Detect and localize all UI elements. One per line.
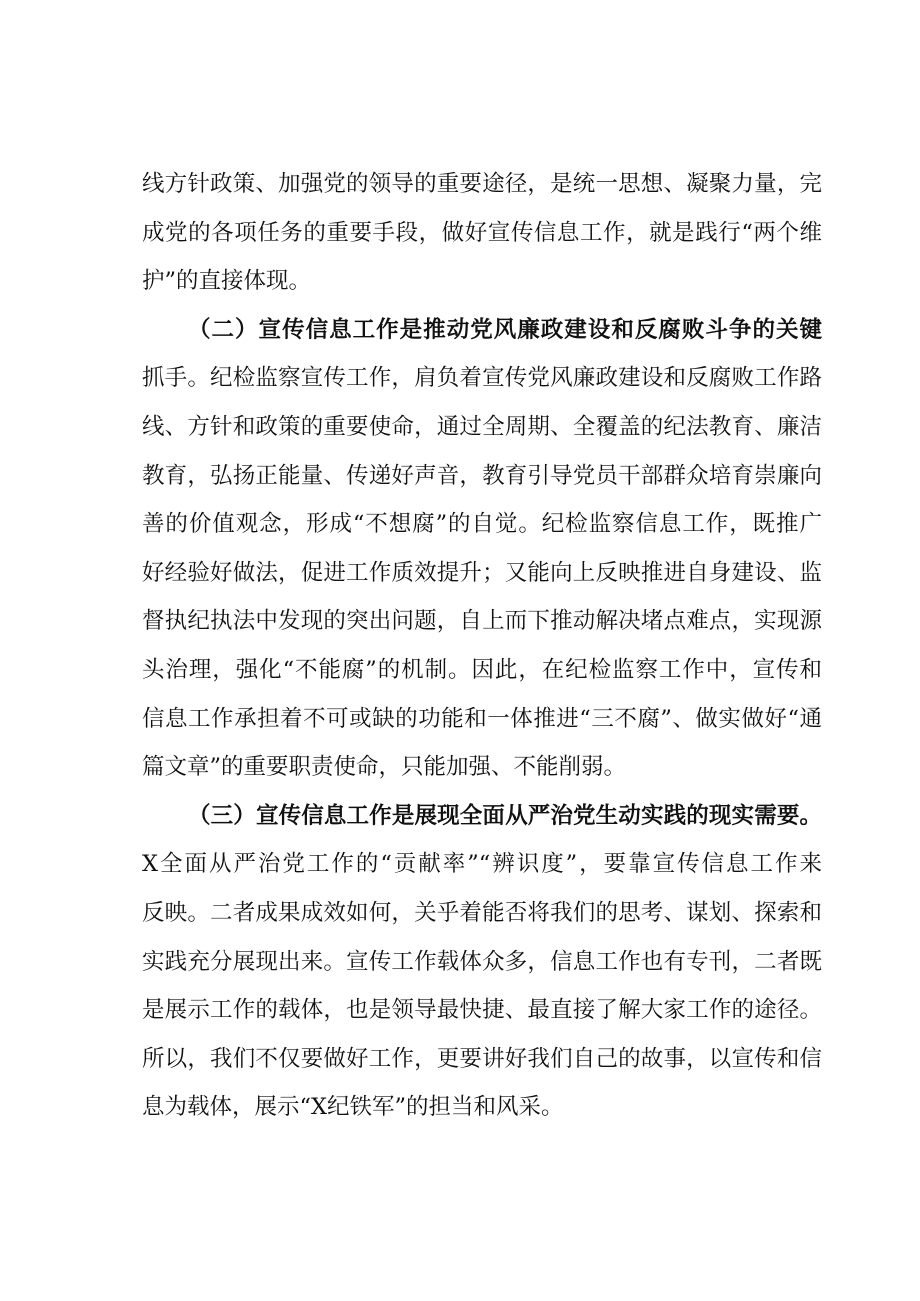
text-line: 线、方针和政策的重要使命，通过全周期、全覆盖的纪法教育、廉洁: [142, 413, 822, 440]
text-line: 抓手。纪检监察宣传工作，肩负着宣传党风廉政建设和反腐败工作路: [142, 365, 822, 392]
document-body: [142, 160, 822, 1132]
text-line: 头治理，强化“不能腐”的机制。因此，在纪检监察工作中，宣传和: [142, 656, 822, 683]
text-line: 是展示工作的载体，也是领导最快捷、最直接了解大家工作的途径。: [142, 997, 822, 1024]
paragraph-1: [142, 160, 822, 306]
text-line: 教育，弘扬正能量、传递好声音，教育引导党员干部群众培育崇廉向: [142, 462, 822, 489]
text-line: 好经验好做法，促进工作质效提升；又能向上反映推进自身建设、监: [142, 559, 822, 586]
text-line: 所以，我们不仅要做好工作，更要讲好我们自己的故事，以宣传和信: [142, 1045, 822, 1072]
text-line: 实践充分展现出来。宣传工作载体众多，信息工作也有专刊，二者既: [142, 948, 822, 975]
text-line: 息为载体，展示“X纪铁军”的担当和风采。: [142, 1094, 564, 1121]
paragraph-2: [142, 306, 822, 792]
text-line: 善的价值观念，形成“不想腐”的自觉。纪检监察信息工作，既推广: [142, 511, 822, 538]
text-line: X全面从严治党工作的“贡献率”“辨识度”，要靠宣传信息工作来: [142, 851, 822, 878]
text-line: 反映。二者成果成效如何，关乎着能否将我们的思考、谋划、探索和: [142, 899, 822, 926]
text-line: 信息工作承担着不可或缺的功能和一体推进“三不腐”、做实做好“通: [142, 705, 822, 732]
section-heading: （二）宣传信息工作是推动党风廉政建设和反腐败斗争的关键: [188, 316, 822, 343]
text-line: 护”的直接体现。: [142, 268, 312, 295]
text-line: 成党的各项任务的重要手段，做好宣传信息工作，就是践行“两个维: [142, 219, 822, 246]
section-heading: （三）宣传信息工作是展现全面从严治党生动实践的现实需要。: [188, 802, 822, 829]
text-line: 线方针政策、加强党的领导的重要途径，是统一思想、凝聚力量，完: [142, 171, 822, 197]
text-line: 篇文章”的重要职责使命，只能加强、不能削弱。: [142, 754, 627, 781]
paragraph-3: [142, 792, 822, 1132]
text-line: 督执纪执法中发现的突出问题，自上而下推动解决堵点难点，实现源: [142, 608, 822, 635]
